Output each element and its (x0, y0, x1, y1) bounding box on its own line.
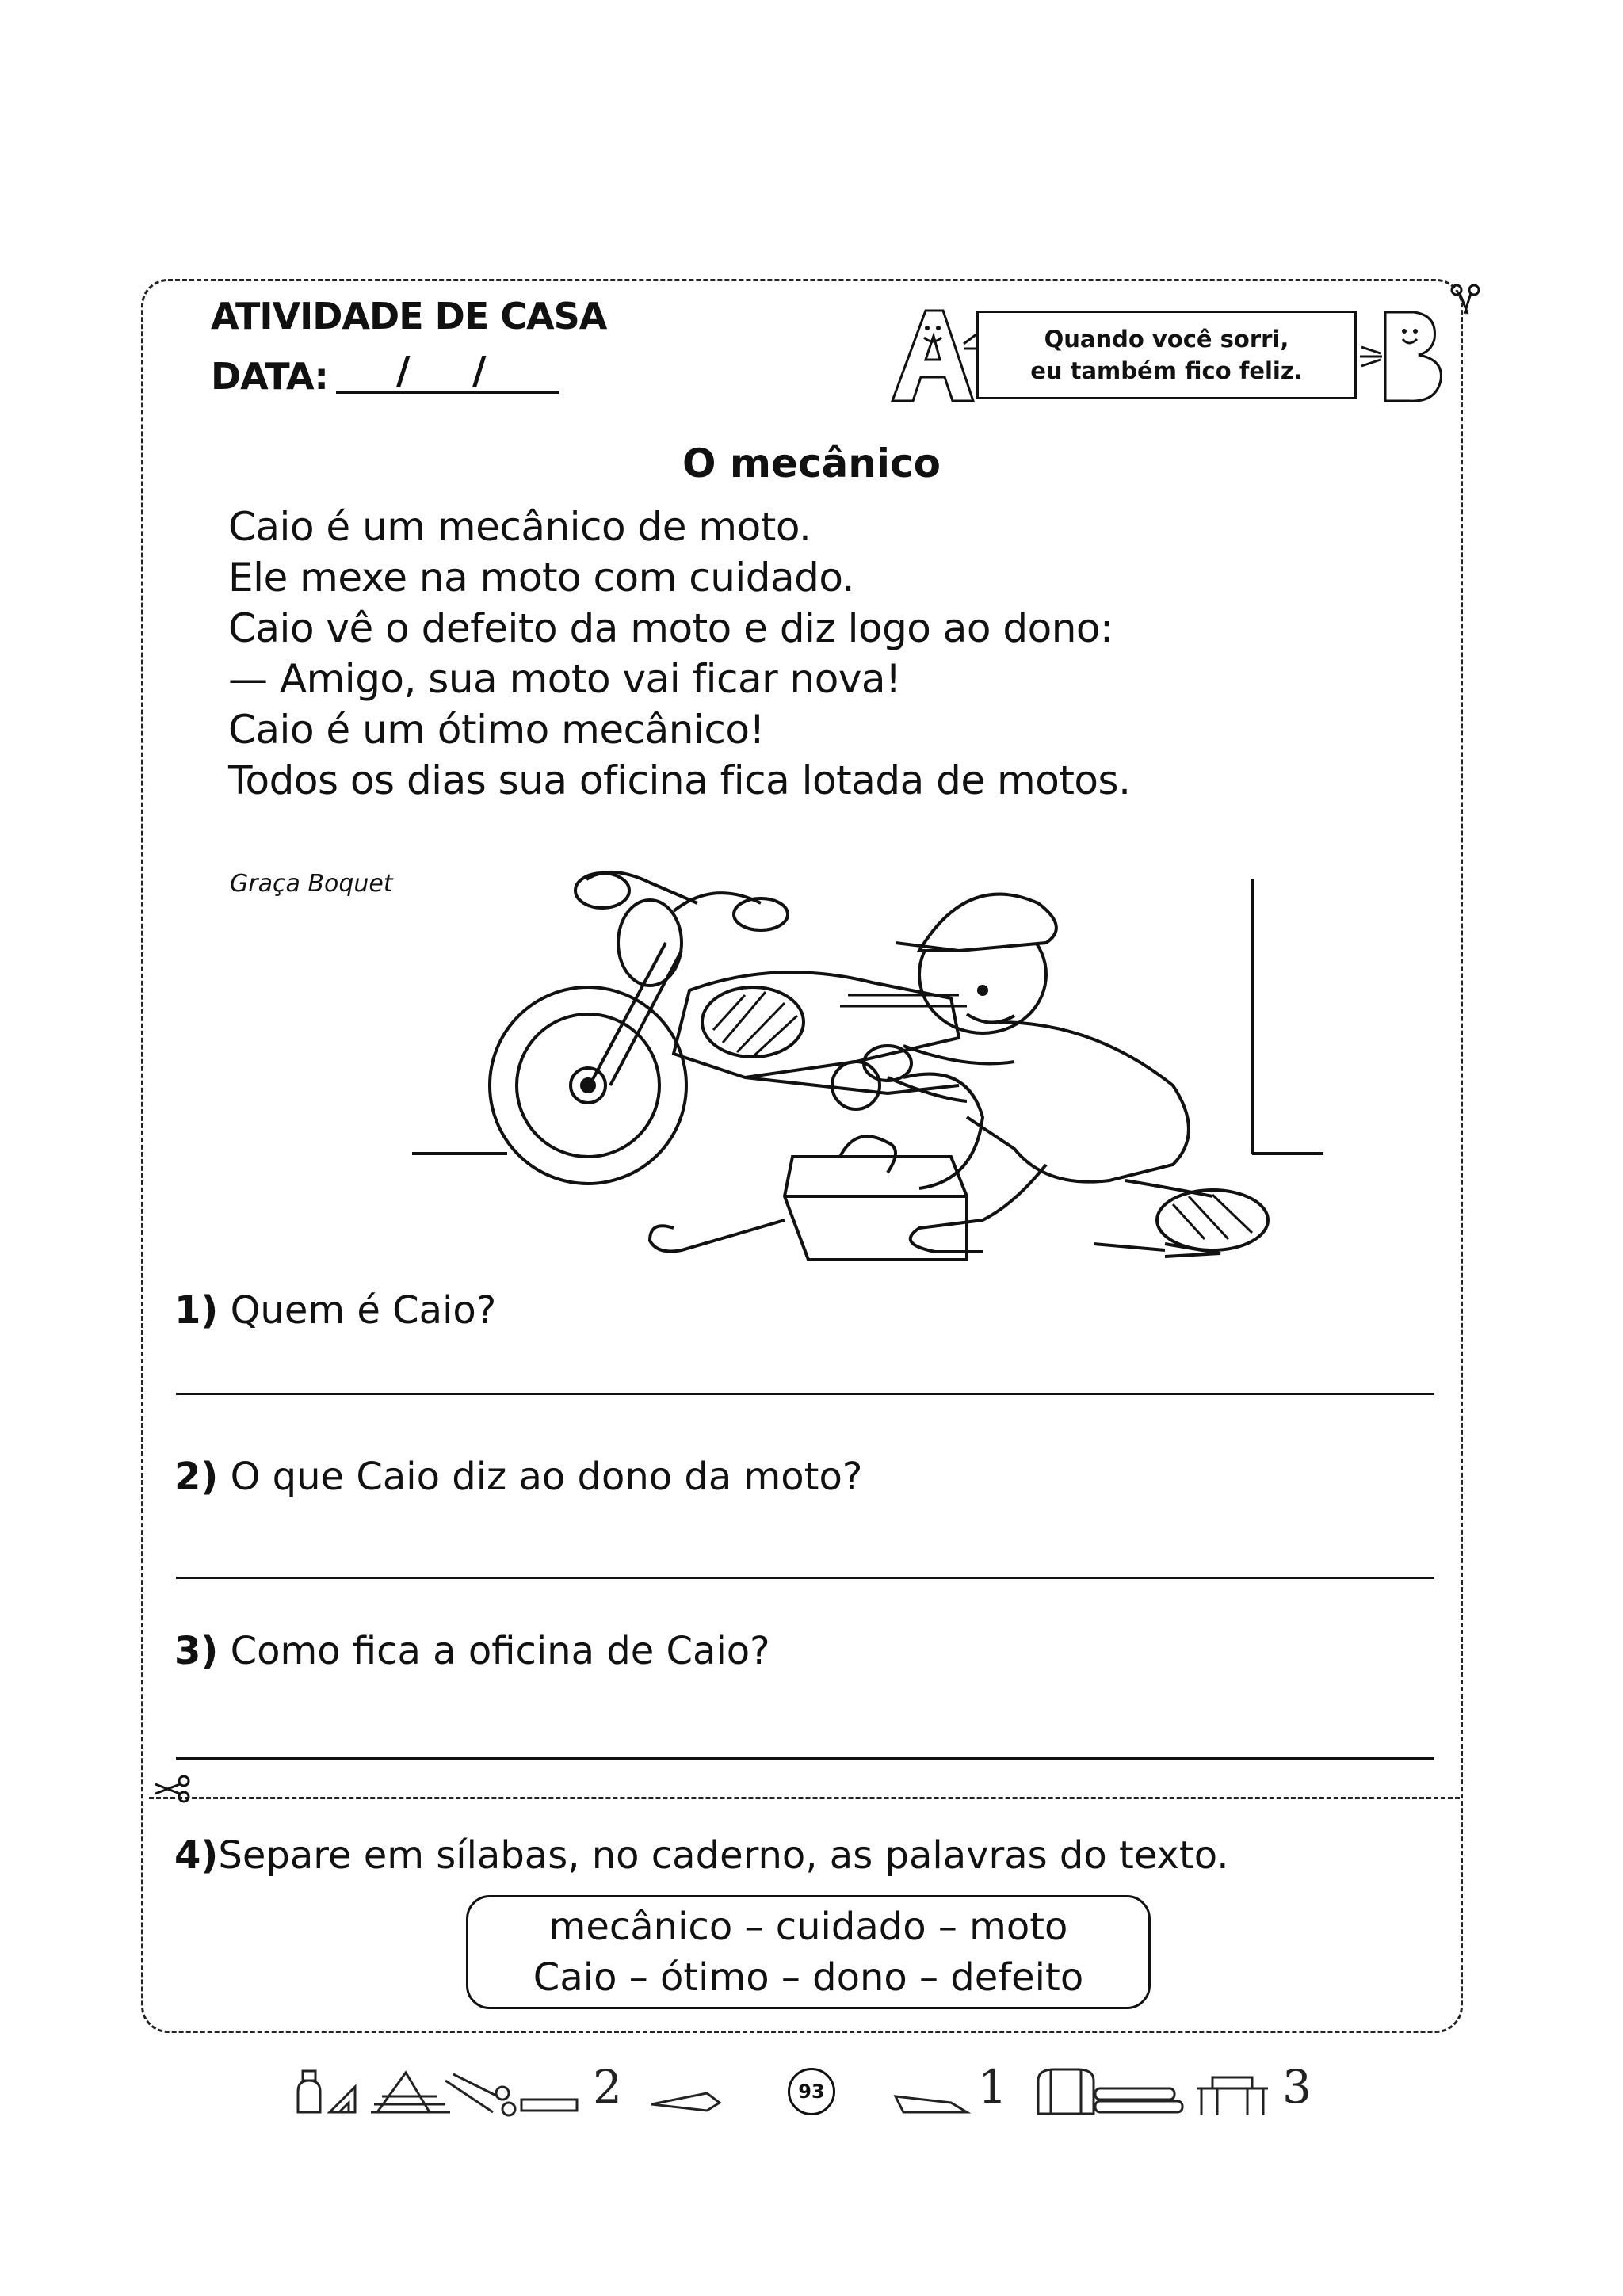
question-4 (174, 1833, 1229, 1878)
letter-a-mascot-icon (884, 304, 980, 406)
story-line: Caio vê o defeito da moto e diz logo ao dono: (228, 605, 1113, 651)
question-3 (174, 1629, 770, 1673)
question-1 (174, 1288, 496, 1333)
date-field-line[interactable] (336, 391, 559, 394)
story-line: Todos os dias sua oficina fica lotada de motos. (228, 757, 1131, 803)
footer-digit: 2 (593, 2060, 622, 2114)
question-number: 3) (174, 1629, 219, 1673)
question-text: Separe em sílabas, no caderno, as palavras do texto. (218, 1833, 1229, 1878)
school-supplies-icon (888, 2065, 1300, 2120)
question-2 (174, 1455, 862, 1499)
scissors-icon (1449, 282, 1484, 317)
date-separator: / (396, 349, 411, 393)
question-number: 1) (174, 1288, 219, 1333)
date-label: DATA: (211, 355, 328, 398)
quote-line: eu também fico feliz. (1030, 357, 1303, 384)
answer-line-2[interactable] (176, 1577, 1434, 1579)
letter-b-mascot-icon (1358, 304, 1453, 406)
question-text: O que Caio diz ao dono da moto? (230, 1455, 863, 1499)
date-separator: / (472, 349, 487, 393)
activity-title: ATIVIDADE DE CASA (211, 295, 607, 338)
question-number: 4) (174, 1833, 219, 1878)
question-text: Quem é Caio? (230, 1288, 497, 1333)
syllable-word-box (466, 1895, 1151, 2009)
scissors-icon (152, 1775, 197, 1803)
question-number: 2) (174, 1455, 219, 1499)
story-line: Caio é um mecânico de moto. (228, 504, 812, 550)
cut-line (149, 1797, 1460, 1799)
quote-line: Quando você sorri, (1044, 326, 1289, 353)
footer-digit: 3 (1282, 2060, 1312, 2114)
word-list-line: mecânico – cuidado – moto (548, 1905, 1068, 1949)
question-text: Como fica a oficina de Caio? (230, 1629, 770, 1673)
story-title: O mecânico (682, 441, 941, 486)
story-line: — Amigo, sua moto vai ficar nova! (228, 656, 901, 702)
mechanic-motorcycle-illustration (412, 848, 1323, 1291)
author-credit: Graça Boquet (230, 870, 393, 898)
footer-digit: 1 (978, 2060, 1007, 2114)
story-line: Ele mexe na moto com cuidado. (228, 555, 855, 601)
answer-line-1[interactable] (176, 1393, 1434, 1395)
answer-line-3[interactable] (176, 1757, 1434, 1760)
word-list-line: Caio – ótimo – dono – defeito (533, 1955, 1084, 2000)
school-supplies-icon (295, 2065, 786, 2120)
quote-box (976, 311, 1357, 399)
story-line: Caio é um ótimo mecânico! (228, 707, 765, 753)
page-number: 93 (788, 2068, 835, 2115)
